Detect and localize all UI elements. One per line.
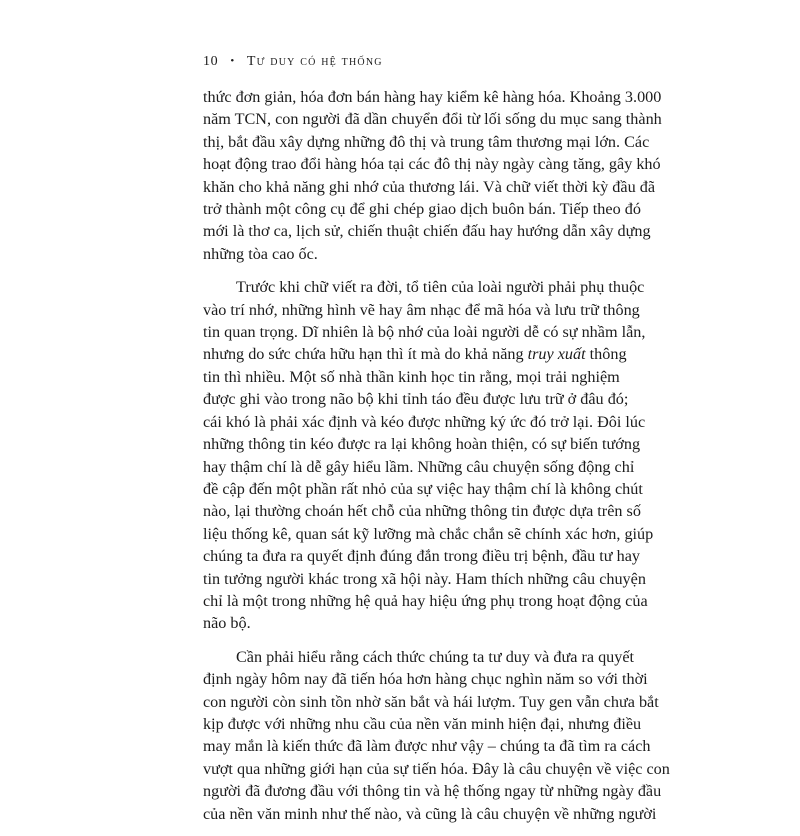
text-line: liệu thống kê, quan sát kỹ lưỡng mà chắc chắn sẽ chính xác hơn, giúp bbox=[203, 524, 654, 543]
book-title: Tư duy có hệ thống bbox=[246, 54, 383, 69]
text-line: được ghi vào trong não bộ khi tỉnh táo đều được lưu trữ ở đâu đó; bbox=[203, 390, 629, 409]
text-segment: nhưng do sức chứa hữu hạn thì ít mà do khả năng bbox=[203, 345, 524, 364]
text-line: tin thì nhiều. Một số nhà thần kinh học tin rằng, mọi trải nghiệm bbox=[203, 367, 620, 386]
body-text bbox=[203, 86, 670, 836]
text-line: vượt qua những giới hạn của sự tiến hóa. Đây là câu chuyện về việc con bbox=[203, 759, 670, 778]
text-line: cái khó là phải xác định và kéo được những ký ức đó trở lại. Đôi lúc bbox=[203, 412, 646, 431]
text-line: vào trí nhớ, những hình vẽ hay âm nhạc để mã hóa và lưu trữ thông bbox=[203, 300, 640, 319]
text-line: năm TCN, con người đã dần chuyển đổi từ lối sống du mục sang thành bbox=[203, 110, 662, 129]
text-line: hoạt động trao đổi hàng hóa tại các đô thị này ngày càng tăng, gây khó bbox=[203, 155, 661, 174]
text-line: những tòa cao ốc. bbox=[203, 244, 318, 263]
text-line: người đã đương đầu với thông tin và hệ thống ngay từ những ngày đầu bbox=[203, 782, 662, 801]
paragraph-3 bbox=[203, 646, 670, 825]
text-line: kịp được với những nhu cầu của nền văn minh hiện đại, nhưng điều bbox=[203, 714, 642, 733]
text-line: trở thành một công cụ để ghi chép giao dịch buôn bán. Tiếp theo đó bbox=[203, 200, 641, 219]
text-line: thức đơn giản, hóa đơn bán hàng hay kiểm kê hàng hóa. Khoảng 3.000 bbox=[203, 88, 662, 106]
text-line: Trước khi chữ viết ra đời, tổ tiên của loài người phải phụ thuộc bbox=[236, 278, 645, 297]
italic-term: truy xuất bbox=[527, 345, 586, 364]
text-line: tin quan trọng. Dĩ nhiên là bộ nhớ của loài người dễ có sự nhầm lẫn, bbox=[203, 323, 646, 342]
text-line: đề cập đến một phần rất nhỏ của sự việc hay thậm chí là không chút bbox=[203, 479, 643, 498]
text-line: khăn cho khả năng ghi nhớ của thương lái. Và chữ viết thời kỳ đầu đã bbox=[203, 177, 656, 196]
running-header bbox=[203, 54, 383, 70]
text-line: con người còn sinh tồn nhờ săn bắt và hái lượm. Tuy gen vẫn chưa bắt bbox=[203, 692, 659, 711]
header-separator: • bbox=[230, 55, 235, 67]
text-line: hay thậm chí là dễ gây hiểu lầm. Những câu chuyện sống động chỉ bbox=[203, 457, 635, 476]
paragraph-2 bbox=[203, 276, 654, 635]
text-line: thị, bắt đầu xây dựng những đô thị và trung tâm thương mại lớn. Các bbox=[203, 132, 650, 151]
text-line: nào, lại thường choán hết chỗ của những thông tin được dựa trên số bbox=[203, 502, 641, 521]
text-line: định ngày hôm nay đã tiến hóa hơn hàng chục nghìn năm so với thời bbox=[203, 670, 648, 689]
text-line: mới là thơ ca, lịch sử, chiến thuật chiến đấu hay hướng dẫn xây dựng bbox=[203, 222, 651, 241]
text-line: tin tưởng người khác trong xã hội này. Ham thích những câu chuyện bbox=[203, 569, 646, 588]
text-line: của nền văn minh như thế nào, và cũng là câu chuyện về những người bbox=[203, 804, 657, 823]
text-line: chúng ta đưa ra quyết định đúng đắn trong điều trị bệnh, đầu tư hay bbox=[203, 547, 640, 566]
text-segment: thông bbox=[589, 345, 627, 364]
text-line: những thông tin kéo được ra lại không hoàn thiện, có sự biến tướng bbox=[203, 435, 641, 454]
text-line-with-italic bbox=[203, 343, 627, 365]
text-line: não bộ. bbox=[203, 614, 251, 633]
text-line: chỉ là một trong những hệ quả hay hiệu ứng phụ trong hoạt động của bbox=[203, 591, 648, 610]
page-number: 10 bbox=[203, 54, 219, 69]
paragraph-1 bbox=[203, 86, 662, 265]
text-line: may mắn là kiến thức đã làm được như vậy – chúng ta đã tìm ra cách bbox=[203, 737, 651, 756]
text-line: Cần phải hiểu rằng cách thức chúng ta tư duy và đưa ra quyết bbox=[236, 647, 635, 666]
